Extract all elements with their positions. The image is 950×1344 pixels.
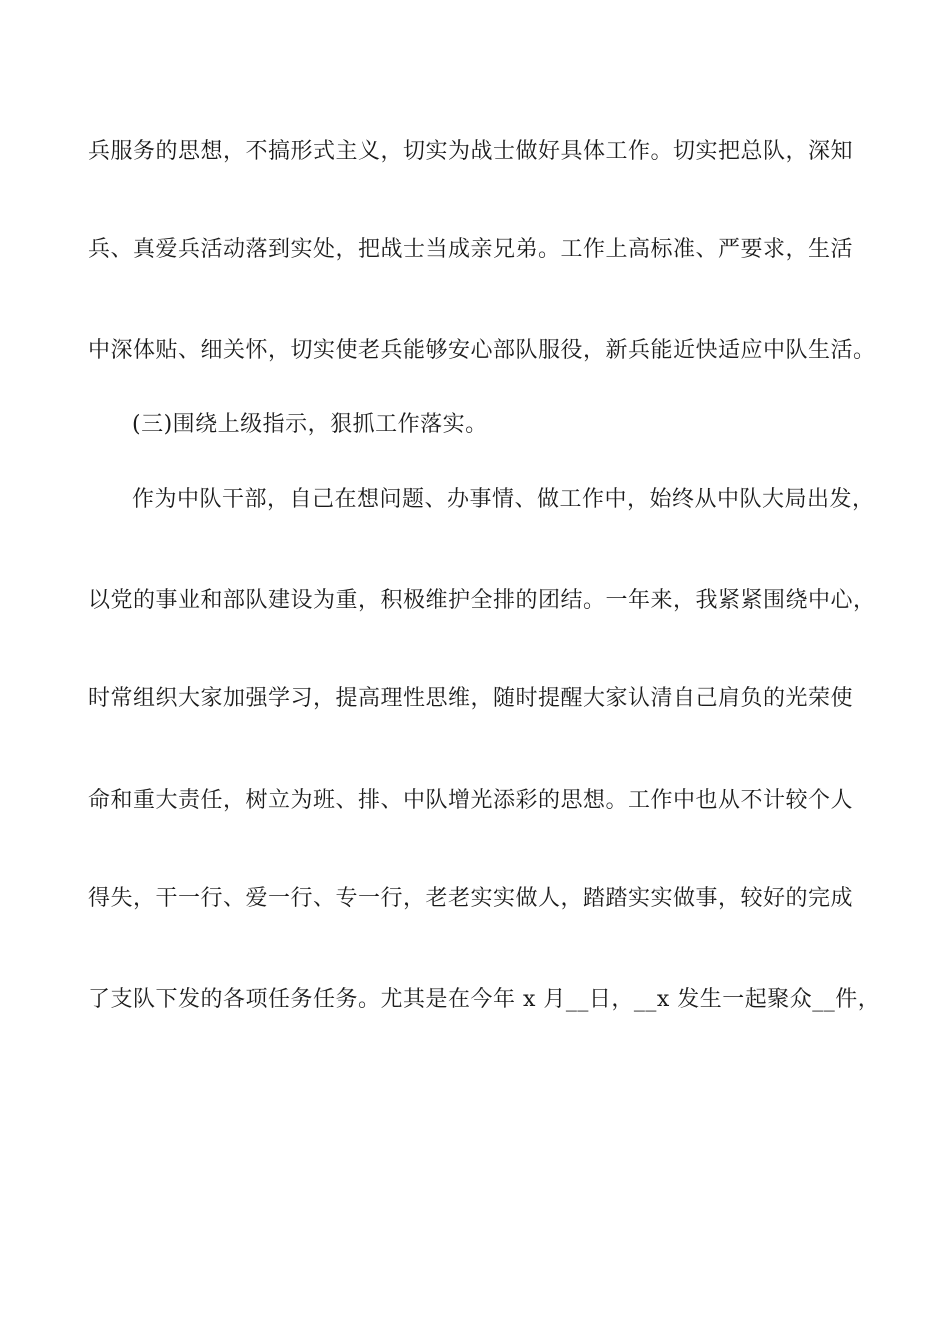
- paragraph-line: 得失，干一行、爱一行、专一行，老老实实做人，踏踏实实做事，较好的完成: [88, 886, 854, 911]
- paragraph-line: 兵、真爱兵活动落到实处，把战士当成亲兄弟。工作上高标准、严要求，生活: [88, 237, 854, 262]
- paragraph-line: 时常组织大家加强学习，提高理性思维，随时提醒大家认清自己肩负的光荣使: [88, 686, 854, 711]
- paragraph-line: 作为中队干部，自己在想问题、办事情、做工作中，始终从中队大局出发，: [132, 487, 875, 512]
- paragraph-line: 中深体贴、细关怀，切实使老兵能够安心部队服役，新兵能近快适应中队生活。: [88, 338, 876, 363]
- paragraph-line: 以党的事业和部队建设为重，积极维护全排的团结。一年来，我紧紧围绕中心，: [88, 588, 876, 613]
- paragraph-line: 了支队下发的各项任务任务。尤其是在今年 x 月__日，__x 发生一起聚众__件，: [88, 987, 881, 1012]
- paragraph-line: 命和重大责任，树立为班、排、中队增光添彩的思想。工作中也从不计较个人: [88, 788, 854, 813]
- section-heading: (三)围绕上级指示，狠抓工作落实。: [132, 412, 488, 437]
- paragraph-line: 兵服务的思想，不搞形式主义，切实为战士做好具体工作。切实把总队，深知: [88, 139, 854, 164]
